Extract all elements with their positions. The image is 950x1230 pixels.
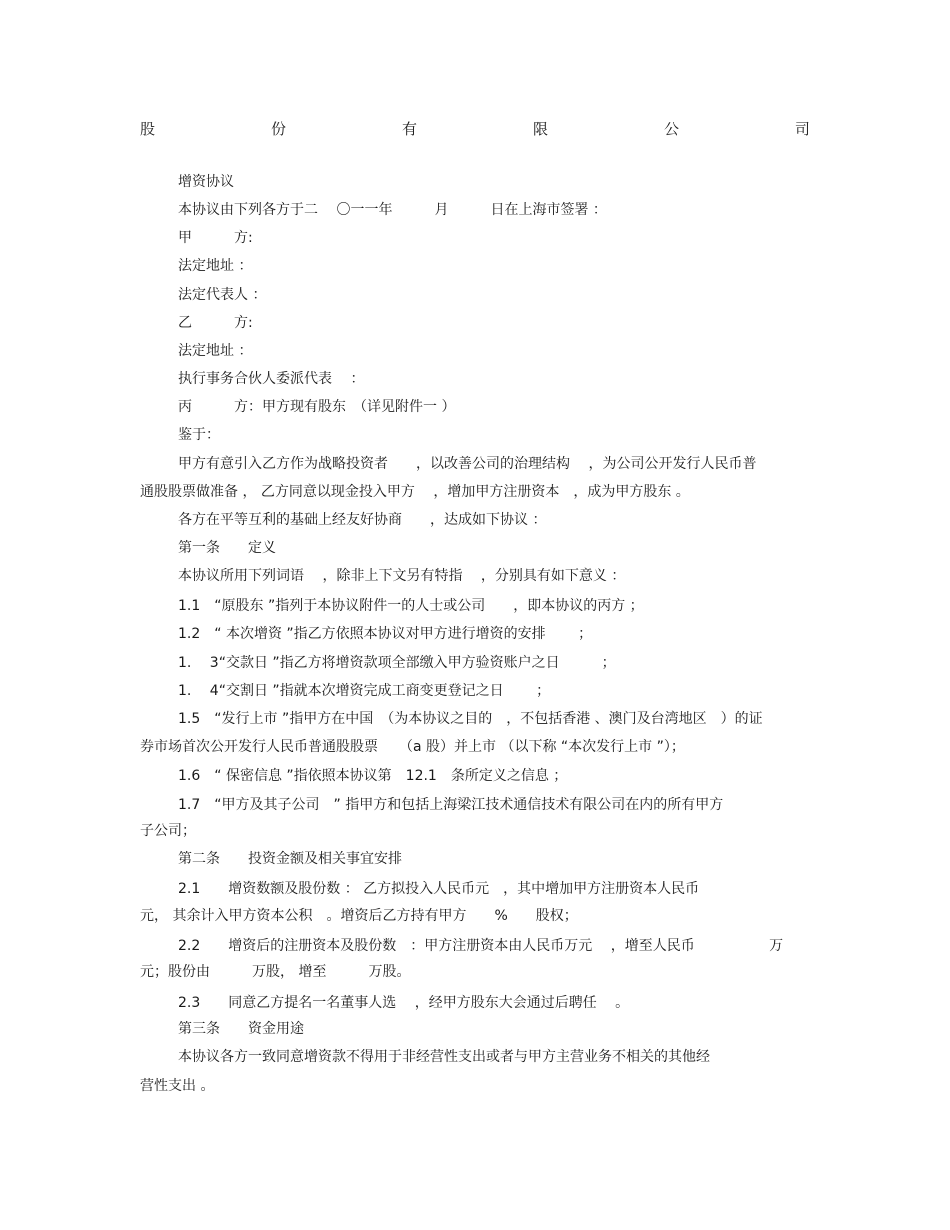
title-char: 股: [140, 120, 156, 138]
clause-line: 1.2 “ 本次增资 ”指乙方依照本协议对甲方进行增资的安排 ；: [178, 626, 593, 642]
paragraph-line: 营性支出 。: [140, 1078, 215, 1094]
clause-line: 1.5 “发行上市 ”指甲方在中国 （为本协议之目的 ，不包括香港 、澳门及台湾地区 ）的证: [178, 711, 763, 727]
clause-line: 1.6 “ 保密信息 ”指依照本协议第 12.1 条所定义之信息 ；: [178, 768, 568, 784]
title-char: 公: [663, 120, 679, 138]
title-char: 限: [532, 120, 548, 138]
party-b-representative: 执行事务合伙人委派代表 ：: [178, 371, 365, 387]
paragraph-line: 通股股票做准备 ， 乙方同意以现金投入甲方 ，增加甲方注册资本 ，成为甲方股东 。: [140, 484, 690, 500]
paragraph-line: 各方在平等互利的基础上经友好协商 ，达成如下协议 ：: [178, 512, 547, 528]
doc-heading: 增资协议: [178, 174, 234, 190]
paragraph-line: 本协议所用下列词语 ，除非上下文另有特指 ，分别具有如下意义 ：: [178, 568, 626, 584]
party-c-label: 丙 方：甲方现有股东 （详见附件一 ）: [178, 399, 456, 415]
party-a-representative: 法定代表人 ：: [178, 287, 267, 303]
title-char: 有: [401, 120, 417, 138]
title-char: 司: [794, 120, 810, 138]
paragraph-line: 本协议各方一致同意增资款不得用于非经营性支出或者与甲方主营业务不相关的其他经: [178, 1049, 710, 1065]
party-b-label: 乙 方:: [178, 315, 253, 331]
article-heading: 第二条 投资金额及相关事宜安排: [178, 851, 402, 867]
title-char: 份: [270, 120, 286, 138]
clause-line: 1. 3“交款日 ”指乙方将增资款项全部缴入甲方验资账户之日 ；: [178, 655, 616, 671]
clause-line: 券市场首次公开发行人民币普通股股票 （a 股）并上市 （以下称 “本次发行上市 ”）；: [140, 739, 685, 755]
clause-line: 元， 其余计入甲方资本公积 。增资后乙方持有甲方 % 股权；: [140, 908, 578, 924]
clause-line: 1.7 “甲方及其子公司 ” 指甲方和包括上海梁江技术通信技术有限公司在内的所有甲方: [178, 797, 724, 813]
company-name-title: [140, 118, 810, 139]
article-heading: 第三条 资金用途: [178, 1021, 304, 1037]
paragraph-line: 甲方有意引入乙方作为战略投资者 ，以改善公司的治理结构 ，为公司公开发行人民币普: [178, 456, 757, 472]
party-b-address: 法定地址 ：: [178, 343, 253, 359]
clause-line: 子公司；: [140, 823, 196, 839]
clause-line: 1. 4“交割日 ”指就本次增资完成工商变更登记之日 ；: [178, 683, 551, 699]
clause-line: 1.1 “原股东 ”指列于本协议附件一的人士或公司 ，即本协议的丙方 ；: [178, 598, 644, 614]
clause-line: 2.3 同意乙方提名一名董事人选 ，经甲方股东大会通过后聘任 。: [178, 995, 630, 1011]
clause-line: 元；股份由 万股， 增至 万股。: [140, 964, 411, 980]
party-a-address: 法定地址 ：: [178, 258, 253, 274]
party-a-label: 甲 方:: [178, 230, 253, 246]
recitals-heading: 鉴于：: [178, 427, 220, 443]
clause-line: 2.1 增资数额及股份数 ： 乙方拟投入人民币元 ，其中增加甲方注册资本人民币: [178, 881, 700, 897]
article-heading: 第一条 定义: [178, 540, 276, 556]
signing-line: 本协议由下列各方于二 〇一一年 月 日在上海市签署 ：: [178, 202, 607, 218]
clause-line: 2.2 增资后的注册资本及股份数 ：甲方注册资本由人民币万元 ，增至人民币 万: [178, 938, 784, 954]
